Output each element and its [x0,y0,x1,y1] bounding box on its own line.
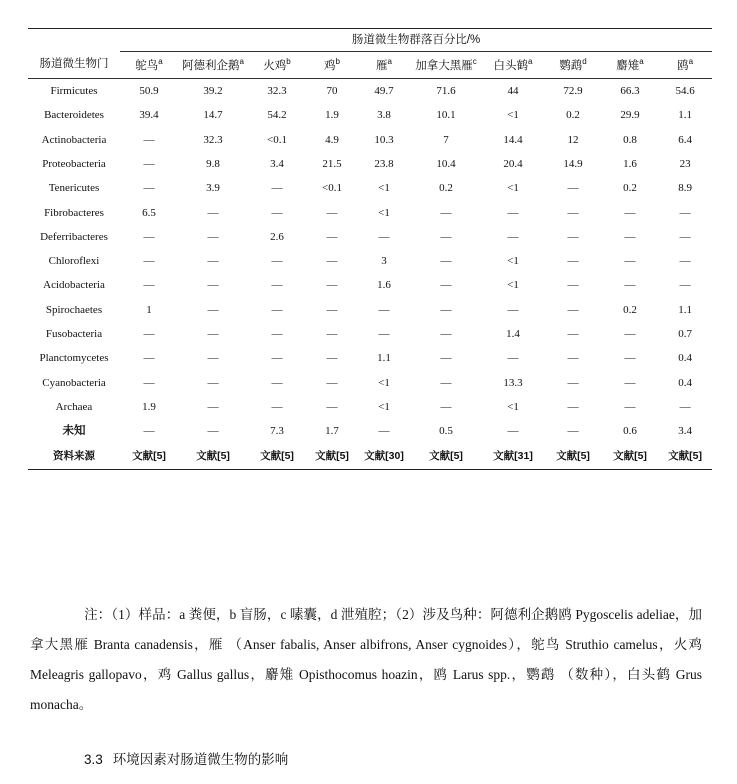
col-header-hooded-crane: 白头鹤$^a$ [482,52,544,79]
cell: 0.2 [439,182,453,195]
table-row [28,128,712,152]
cell: — [567,182,579,195]
cell: — [326,400,338,413]
cell: 66.3 [620,85,640,98]
cell: — [624,279,636,292]
cell: 23.8 [374,157,394,170]
table-row [28,298,712,322]
cell: — [326,279,338,292]
cell: 文献[5] [248,443,306,470]
row-label: Firmicutes [50,85,98,98]
section-heading [30,748,702,768]
row-label: Chloroflexi [48,255,100,268]
cell: <1 [378,376,390,389]
cell: <1 [507,109,519,122]
cell: — [440,328,452,341]
note-text: 注：（1）样品：a 粪便，b 盲肠，c 嗉囊，d 泄殖腔；（2）涉及鸟种：阿德利企鹅鸥 Pygoscelis adeliae，加拿大黑雁 Branta canadensis，雁 （Anser fabalis, Anser albifrons, Anser cygnoides），鸵鸟 Struthio camelus，火鸡 Meleagris gallopavo，鸡 Gallus gallus，麝雉 Opisthocomus hoazin，鸥 Larus spp.，鹦鹉 （数种），白头鹤 Grus monacha。 [30,607,702,712]
cell: — [143,425,155,438]
cell: 3.4 [678,425,692,438]
cell: 1.7 [325,425,339,438]
cell: — [567,230,579,243]
cell: 4.9 [325,133,339,146]
cell: — [440,303,452,316]
cell: 13.3 [503,376,523,389]
cell: 1.1 [377,352,391,365]
cell: 71.6 [436,85,456,98]
cell: — [271,376,283,389]
cell: 7.3 [270,425,284,438]
cell: <1 [507,279,519,292]
cell: 7 [443,133,449,146]
cell: 0.8 [623,133,637,146]
cell: — [679,230,691,243]
cell: — [567,400,579,413]
cell: 1.9 [142,400,156,413]
cell: 54.2 [267,109,287,122]
cell: — [507,303,519,316]
cell: — [271,328,283,341]
cell: 文献[5] [178,443,248,470]
cell: — [624,255,636,268]
cell: — [567,255,579,268]
row-label: Tenericutes [48,182,100,195]
cell: — [624,376,636,389]
cell: — [326,206,338,219]
cell: — [679,279,691,292]
cell: <1 [378,206,390,219]
cell: — [207,279,219,292]
cell: — [207,425,219,438]
cell: — [440,230,452,243]
cell: — [679,400,691,413]
cell: 54.6 [675,85,695,98]
cell: — [143,376,155,389]
section-title: 环境因素对肠道微生物的影响 [112,752,289,767]
table-row [28,322,712,346]
cell: 0.4 [678,376,692,389]
cell: — [440,206,452,219]
cell: — [143,230,155,243]
row-label: Proteobacteria [42,157,106,170]
row-label: Fibrobacteres [44,206,104,219]
row-label: Spirochaetes [45,303,103,316]
cell: — [271,352,283,365]
cell: <0.1 [267,133,287,146]
cell: — [624,206,636,219]
cell: — [271,206,283,219]
cell: — [567,352,579,365]
cell: — [507,352,519,365]
row-label: Planctomycetes [39,352,109,365]
col-header-goose: 雁$^a$ [358,52,410,79]
table-row [28,249,712,273]
cell: — [440,279,452,292]
cell: 1.1 [678,303,692,316]
cell: 0.2 [623,303,637,316]
cell: 10.3 [374,133,394,146]
cell: — [271,182,283,195]
cell: — [143,182,155,195]
cell: 39.2 [203,85,223,98]
cell: 3 [381,255,387,268]
cell: 9.8 [206,157,220,170]
cell: — [440,400,452,413]
cell: — [507,206,519,219]
table-row [28,176,712,200]
cell: 3.8 [377,109,391,122]
row-label: Cyanobacteria [42,376,106,389]
cell: — [567,206,579,219]
cell: — [326,376,338,389]
cell: — [624,230,636,243]
cell: — [207,376,219,389]
cell: 3.4 [270,157,284,170]
col-header-parrot: 鹦鹉$^d$ [544,52,602,79]
col-header-adelie-penguin: 阿德利企鹅$^a$ [178,52,248,79]
cell: — [207,352,219,365]
cell: — [207,206,219,219]
cell: — [624,352,636,365]
cell: 20.4 [503,157,523,170]
row-label: Fusobacteria [45,328,103,341]
cell: <1 [507,182,519,195]
cell: — [326,255,338,268]
row-label: Bacteroidetes [44,109,104,122]
cell: — [567,303,579,316]
cell: — [567,279,579,292]
table-row [28,371,712,395]
cell: — [624,400,636,413]
col-header-ostrich: 鸵鸟$^a$ [120,52,178,79]
cell: — [271,255,283,268]
table-row [28,152,712,176]
cell: — [378,328,390,341]
table-row [28,346,712,370]
microbiota-table-container [28,28,712,470]
cell: 文献[5] [658,443,712,470]
table-header-row [28,52,712,79]
cell: 3.9 [206,182,220,195]
cell: 文献[5] [410,443,482,470]
cell: 6.5 [142,206,156,219]
cell: 1.6 [623,157,637,170]
cell: — [326,230,338,243]
cell: 12 [567,133,579,146]
cell: 10.4 [436,157,456,170]
cell: — [143,255,155,268]
cell: — [507,230,519,243]
cell: — [207,328,219,341]
cell: 0.2 [566,109,580,122]
table-row [28,273,712,297]
cell: 文献[5] [544,443,602,470]
cell: 文献[31] [482,443,544,470]
cell: 0.5 [439,425,453,438]
cell: 39.4 [139,109,159,122]
cell: 32.3 [203,133,223,146]
row-label: 未知 [62,424,86,437]
table-row [28,103,712,127]
cell: — [679,255,691,268]
col-header-canada-goose: 加拿大黑雁$^c$ [410,52,482,79]
cell: <0.1 [322,182,342,195]
table-row [28,225,712,249]
col-header-hoatzin: 麝雉$^a$ [602,52,658,79]
cell: 23 [679,157,691,170]
cell: 29.9 [620,109,640,122]
cell: 70 [326,85,338,98]
col-header-gull: 鸥$^a$ [658,52,712,79]
table-row [28,395,712,419]
cell: — [271,400,283,413]
col-header-turkey: 火鸡$^b$ [248,52,306,79]
cell: 6.4 [678,133,692,146]
table-row [28,200,712,224]
cell: 1.6 [377,279,391,292]
cell: — [143,328,155,341]
cell: 1.4 [506,328,520,341]
cell: 2.6 [270,230,284,243]
cell: 1.1 [678,109,692,122]
cell: 1.9 [325,109,339,122]
table-row [28,419,712,443]
cell: 14.7 [203,109,223,122]
cell: <1 [378,400,390,413]
cell: — [378,425,390,438]
cell: 0.6 [623,425,637,438]
cell: 14.9 [563,157,583,170]
cell: 文献[5] [602,443,658,470]
cell: — [207,400,219,413]
cell: — [378,303,390,316]
cell: 49.7 [374,85,394,98]
cell: 50.9 [139,85,159,98]
cell: 8.9 [678,182,692,195]
cell: — [567,328,579,341]
cell: — [378,230,390,243]
cell: — [440,352,452,365]
cell: — [271,279,283,292]
cell: — [143,157,155,170]
cell: — [567,425,579,438]
section-number: 3.3 [84,752,103,767]
cell: 文献[5] [306,443,358,470]
cell: — [271,303,283,316]
row-label: Actinobacteria [41,133,107,146]
row-label: Acidobacteria [43,279,105,292]
cell: 21.5 [322,157,342,170]
cell: — [143,352,155,365]
cell: — [326,328,338,341]
cell: 32.3 [267,85,287,98]
cell: — [624,328,636,341]
row-label: 资料来源 [28,443,120,470]
row-label: Archaea [55,400,93,413]
table-row [28,79,712,104]
cell: 72.9 [563,85,583,98]
cell: 0.2 [623,182,637,195]
table-super-header: 肠道微生物群落百分比/% [120,29,712,52]
cell: 文献[5] [120,443,178,470]
cell: 文献[30] [358,443,410,470]
cell: — [440,376,452,389]
cell: <1 [378,182,390,195]
cell: — [440,255,452,268]
col-header-chicken: 鸡$^b$ [306,52,358,79]
cell: 10.1 [436,109,456,122]
cell: 1 [146,303,152,316]
table-note [30,600,702,720]
cell: 44 [507,85,519,98]
cell: 0.7 [678,328,692,341]
cell: 14.4 [503,133,523,146]
cell: <1 [507,400,519,413]
cell: — [326,303,338,316]
cell: — [567,376,579,389]
table-corner-blank [28,29,120,52]
table-body [28,79,712,470]
table-row-header-title: 肠道微生物门 [28,52,120,79]
row-label: Deferribacteres [40,230,108,243]
microbiota-table [28,28,712,470]
cell: — [143,133,155,146]
cell: — [679,206,691,219]
cell: — [326,352,338,365]
cell: — [207,230,219,243]
cell: 0.4 [678,352,692,365]
cell: — [143,279,155,292]
table-super-header-row [28,29,712,52]
table-source-row [28,443,712,470]
cell: <1 [507,255,519,268]
cell: — [207,255,219,268]
cell: — [207,303,219,316]
cell: — [507,425,519,438]
